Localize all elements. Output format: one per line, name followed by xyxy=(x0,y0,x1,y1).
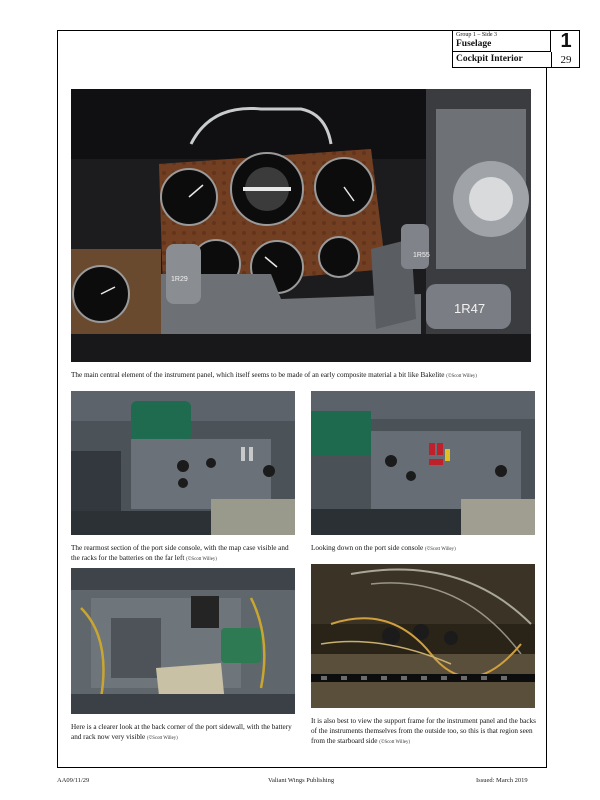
caption-1-credit: (©Scott Willey) xyxy=(446,374,477,379)
group-side: Group 1 – Side 3 xyxy=(456,32,497,38)
caption-2 xyxy=(71,543,297,565)
caption-1 xyxy=(71,370,541,382)
section-number: 1 xyxy=(560,30,572,52)
instrument-panel-photo xyxy=(71,89,531,362)
caption-3 xyxy=(311,543,537,555)
support-frame-photo xyxy=(311,564,535,708)
port-sidewall-photo xyxy=(71,568,295,714)
footer-publisher: Valiant Wings Publishing xyxy=(268,777,335,784)
part-label-1r55: 1R55 xyxy=(413,252,430,259)
caption-2-text: The rearmost section of the port side console, with the map case visible and the racks for the batteries on the far left xyxy=(71,544,289,562)
port-console-down-photo xyxy=(311,391,535,535)
caption-3-credit: (©Scott Willey) xyxy=(425,547,456,552)
port-console-rear-photo xyxy=(71,391,295,535)
caption-4 xyxy=(71,722,299,744)
caption-5-credit: (©Scott Willey) xyxy=(379,740,410,745)
section-title: Fuselage xyxy=(456,39,492,49)
footer-issued: Issued: March 2019 xyxy=(476,777,528,784)
caption-4-text: Here is a clearer look at the back corner of the port sidewall, with the battery and rack now very visible xyxy=(71,723,292,741)
footer-code: AA09/11/29 xyxy=(57,777,90,784)
part-label-1r29: 1R29 xyxy=(171,276,188,283)
part-label-1r47: 1R47 xyxy=(454,301,486,316)
caption-5-text: It is also best to view the support frame for the instrument panel and the backs of the instruments themselves from the outside too, so this is that region seen from the starboard side xyxy=(311,717,536,745)
subsection-title: Cockpit Interior xyxy=(456,54,523,64)
page-number: 29 xyxy=(560,54,572,66)
caption-4-credit: (©Scott Willey) xyxy=(147,736,178,741)
section-header xyxy=(452,30,580,68)
caption-2-credit: (©Scott Willey) xyxy=(186,557,217,562)
caption-5 xyxy=(311,716,541,748)
caption-1-text: The main central element of the instrument panel, which itself seems to be made of an early composite material a bit like Bakelite xyxy=(71,371,445,379)
caption-3-text: Looking down on the port side console xyxy=(311,544,424,552)
